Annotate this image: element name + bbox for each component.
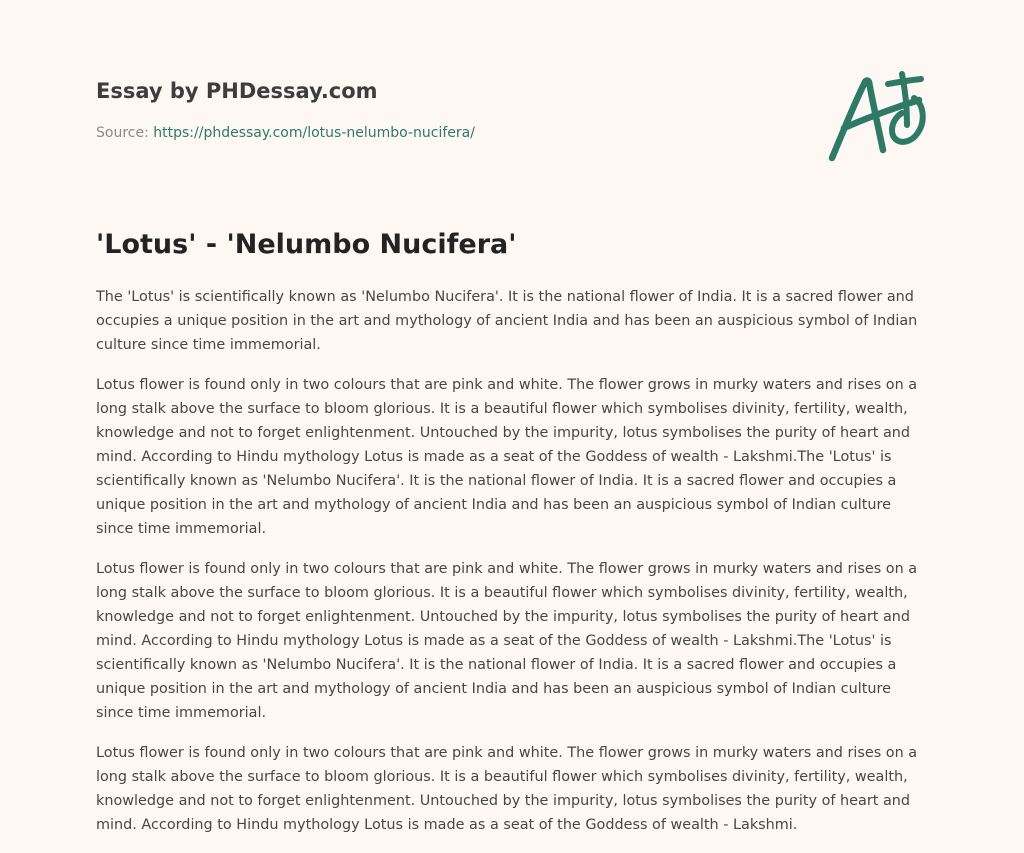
essay-paragraph: Lotus flower is found only in two colours that are pink and white. The flower grows in murky waters and rises on a long stalk above the surface to bloom glorious. It is a beautiful flower which symbolises divinity, fertility, wealth, knowledge and not to forget enlightenment. Untouched by the impurity, lotus symbolises the purity of heart and mind. According to Hindu mythology Lotus is made as a seat of the Goddess of wealth - Lakshmi.The 'Lotus' is scientifically known as 'Nelumbo Nucifera'. It is the national flower of India. It is a sacred flower and occupies a unique position in the art and mythology of ancient India and has been an auspicious symbol of Indian culture since time immemorial. — [96, 377, 918, 537]
a-plus-logo-icon — [820, 68, 932, 164]
essay-title: 'Lotus' - 'Nelumbo Nucifera' — [96, 229, 517, 260]
source-label: Source: — [96, 125, 149, 141]
source-link[interactable]: https://phdessay.com/lotus-nelumbo-nucifera/ — [153, 125, 475, 141]
essay-paragraph: The 'Lotus' is scientifically known as 'Nelumbo Nucifera'. It is the national flower of India. It is a sacred flower and occupies a unique position in the art and mythology of ancient India and has been an auspicious symbol of Indian culture since time immemorial. — [96, 289, 918, 353]
essay-content — [96, 285, 928, 853]
essay-paragraph: Lotus flower is found only in two colours that are pink and white. The flower grows in murky waters and rises on a long stalk above the surface to bloom glorious. It is a beautiful flower which symbolises divinity, fertility, wealth, knowledge and not to forget enlightenment. Untouched by the impurity, lotus symbolises the purity of heart and mind. According to Hindu mythology Lotus is made as a seat of the Goddess of wealth - Lakshmi.The 'Lotus' is scientifically known as 'Nelumbo Nucifera'. It is the national flower of India. It is a sacred flower and occupies a unique position in the art and mythology of ancient India and has been an auspicious symbol of Indian culture since time immemorial. — [96, 561, 918, 721]
source-line — [96, 123, 475, 143]
site-title: Essay by PHDessay.com — [96, 79, 378, 103]
essay-paragraph: Lotus flower is found only in two colours that are pink and white. The flower grows in murky waters and rises on a long stalk above the surface to bloom glorious. It is a beautiful flower which symbolises divinity, fertility, wealth, knowledge and not to forget enlightenment. Untouched by the impurity, lotus symbolises the purity of heart and mind. According to Hindu mythology Lotus is made as a seat of the Goddess of wealth - Lakshmi. — [96, 745, 918, 833]
